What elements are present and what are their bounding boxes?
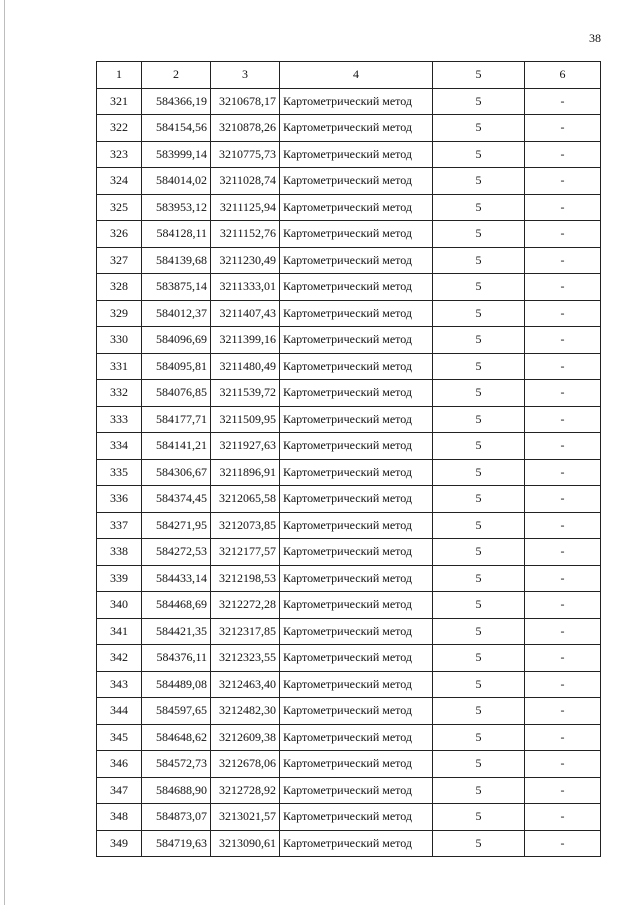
table-row <box>97 247 601 274</box>
point-number-cell: 337 <box>97 512 142 539</box>
x-coordinate-cell: 583953,12 <box>142 194 211 221</box>
x-coordinate-cell: 584572,73 <box>142 751 211 778</box>
method-cell: Картометрический метод <box>280 406 433 433</box>
y-coordinate-cell: 3211125,94 <box>211 194 280 221</box>
point-number-cell: 347 <box>97 777 142 804</box>
point-number-cell: 325 <box>97 194 142 221</box>
x-coordinate-cell: 584433,14 <box>142 565 211 592</box>
method-cell: Картометрический метод <box>280 751 433 778</box>
x-coordinate-cell: 584141,21 <box>142 433 211 460</box>
y-coordinate-cell: 3212678,06 <box>211 751 280 778</box>
y-coordinate-cell: 3211480,49 <box>211 353 280 380</box>
point-number-cell: 321 <box>97 88 142 115</box>
x-coordinate-cell: 584374,45 <box>142 486 211 513</box>
header-cell-4: 4 <box>280 62 433 89</box>
x-coordinate-cell: 584096,69 <box>142 327 211 354</box>
table-row <box>97 115 601 142</box>
point-number-cell: 340 <box>97 592 142 619</box>
table-row <box>97 406 601 433</box>
method-cell: Картометрический метод <box>280 327 433 354</box>
y-coordinate-cell: 3212728,92 <box>211 777 280 804</box>
accuracy-cell: 5 <box>433 804 525 831</box>
table-row <box>97 618 601 645</box>
note-cell: - <box>525 380 601 407</box>
point-number-cell: 344 <box>97 698 142 725</box>
y-coordinate-cell: 3211539,72 <box>211 380 280 407</box>
point-number-cell: 343 <box>97 671 142 698</box>
x-coordinate-cell: 584468,69 <box>142 592 211 619</box>
table-row <box>97 645 601 672</box>
y-coordinate-cell: 3211927,63 <box>211 433 280 460</box>
x-coordinate-cell: 584306,67 <box>142 459 211 486</box>
table-row <box>97 698 601 725</box>
accuracy-cell: 5 <box>433 406 525 433</box>
x-coordinate-cell: 584688,90 <box>142 777 211 804</box>
header-cell-2: 2 <box>142 62 211 89</box>
accuracy-cell: 5 <box>433 724 525 751</box>
note-cell: - <box>525 618 601 645</box>
note-cell: - <box>525 327 601 354</box>
note-cell: - <box>525 751 601 778</box>
table-row <box>97 751 601 778</box>
table-row <box>97 353 601 380</box>
y-coordinate-cell: 3212482,30 <box>211 698 280 725</box>
table-row <box>97 194 601 221</box>
accuracy-cell: 5 <box>433 168 525 195</box>
x-coordinate-cell: 584139,68 <box>142 247 211 274</box>
y-coordinate-cell: 3212317,85 <box>211 618 280 645</box>
note-cell: - <box>525 300 601 327</box>
note-cell: - <box>525 221 601 248</box>
y-coordinate-cell: 3211230,49 <box>211 247 280 274</box>
x-coordinate-cell: 584128,11 <box>142 221 211 248</box>
note-cell: - <box>525 645 601 672</box>
x-coordinate-cell: 584014,02 <box>142 168 211 195</box>
method-cell: Картометрический метод <box>280 380 433 407</box>
method-cell: Картометрический метод <box>280 168 433 195</box>
method-cell: Картометрический метод <box>280 274 433 301</box>
method-cell: Картометрический метод <box>280 433 433 460</box>
table-row <box>97 141 601 168</box>
note-cell: - <box>525 724 601 751</box>
x-coordinate-cell: 584719,63 <box>142 830 211 857</box>
x-coordinate-cell: 584154,56 <box>142 115 211 142</box>
x-coordinate-cell: 584272,53 <box>142 539 211 566</box>
note-cell: - <box>525 168 601 195</box>
accuracy-cell: 5 <box>433 380 525 407</box>
point-number-cell: 342 <box>97 645 142 672</box>
y-coordinate-cell: 3212323,55 <box>211 645 280 672</box>
note-cell: - <box>525 539 601 566</box>
table-row <box>97 592 601 619</box>
method-cell: Картометрический метод <box>280 804 433 831</box>
y-coordinate-cell: 3212272,28 <box>211 592 280 619</box>
note-cell: - <box>525 194 601 221</box>
point-number-cell: 336 <box>97 486 142 513</box>
method-cell: Картометрический метод <box>280 353 433 380</box>
table-row <box>97 327 601 354</box>
table-row <box>97 459 601 486</box>
table-row <box>97 539 601 566</box>
table-row <box>97 777 601 804</box>
method-cell: Картометрический метод <box>280 645 433 672</box>
header-cell-1: 1 <box>97 62 142 89</box>
page-number: 38 <box>589 31 601 45</box>
method-cell: Картометрический метод <box>280 830 433 857</box>
method-cell: Картометрический метод <box>280 671 433 698</box>
method-cell: Картометрический метод <box>280 247 433 274</box>
note-cell: - <box>525 115 601 142</box>
accuracy-cell: 5 <box>433 671 525 698</box>
y-coordinate-cell: 3212073,85 <box>211 512 280 539</box>
method-cell: Картометрический метод <box>280 221 433 248</box>
x-coordinate-cell: 584177,71 <box>142 406 211 433</box>
x-coordinate-cell: 583999,14 <box>142 141 211 168</box>
table-row <box>97 88 601 115</box>
method-cell: Картометрический метод <box>280 698 433 725</box>
accuracy-cell: 5 <box>433 300 525 327</box>
x-coordinate-cell: 584271,95 <box>142 512 211 539</box>
accuracy-cell: 5 <box>433 751 525 778</box>
x-coordinate-cell: 584597,65 <box>142 698 211 725</box>
x-coordinate-cell: 584366,19 <box>142 88 211 115</box>
table-header-row <box>97 62 601 89</box>
y-coordinate-cell: 3210878,26 <box>211 115 280 142</box>
method-cell: Картометрический метод <box>280 777 433 804</box>
y-coordinate-cell: 3210678,17 <box>211 88 280 115</box>
point-number-cell: 334 <box>97 433 142 460</box>
method-cell: Картометрический метод <box>280 194 433 221</box>
method-cell: Картометрический метод <box>280 592 433 619</box>
table-row <box>97 300 601 327</box>
method-cell: Картометрический метод <box>280 300 433 327</box>
accuracy-cell: 5 <box>433 830 525 857</box>
table-row <box>97 512 601 539</box>
point-number-cell: 328 <box>97 274 142 301</box>
method-cell: Картометрический метод <box>280 618 433 645</box>
y-coordinate-cell: 3213090,61 <box>211 830 280 857</box>
note-cell: - <box>525 486 601 513</box>
y-coordinate-cell: 3212177,57 <box>211 539 280 566</box>
table-body <box>97 88 601 857</box>
accuracy-cell: 5 <box>433 698 525 725</box>
accuracy-cell: 5 <box>433 221 525 248</box>
y-coordinate-cell: 3212609,38 <box>211 724 280 751</box>
note-cell: - <box>525 671 601 698</box>
y-coordinate-cell: 3212463,40 <box>211 671 280 698</box>
point-number-cell: 333 <box>97 406 142 433</box>
accuracy-cell: 5 <box>433 459 525 486</box>
x-coordinate-cell: 584012,37 <box>142 300 211 327</box>
note-cell: - <box>525 698 601 725</box>
point-number-cell: 327 <box>97 247 142 274</box>
note-cell: - <box>525 433 601 460</box>
point-number-cell: 329 <box>97 300 142 327</box>
accuracy-cell: 5 <box>433 618 525 645</box>
accuracy-cell: 5 <box>433 645 525 672</box>
note-cell: - <box>525 141 601 168</box>
x-coordinate-cell: 584489,08 <box>142 671 211 698</box>
accuracy-cell: 5 <box>433 327 525 354</box>
point-number-cell: 335 <box>97 459 142 486</box>
x-coordinate-cell: 584648,62 <box>142 724 211 751</box>
point-number-cell: 323 <box>97 141 142 168</box>
coordinates-table <box>96 61 601 857</box>
point-number-cell: 349 <box>97 830 142 857</box>
method-cell: Картометрический метод <box>280 115 433 142</box>
accuracy-cell: 5 <box>433 565 525 592</box>
x-coordinate-cell: 583875,14 <box>142 274 211 301</box>
note-cell: - <box>525 247 601 274</box>
y-coordinate-cell: 3211509,95 <box>211 406 280 433</box>
accuracy-cell: 5 <box>433 777 525 804</box>
point-number-cell: 341 <box>97 618 142 645</box>
y-coordinate-cell: 3211333,01 <box>211 274 280 301</box>
accuracy-cell: 5 <box>433 141 525 168</box>
accuracy-cell: 5 <box>433 433 525 460</box>
accuracy-cell: 5 <box>433 194 525 221</box>
accuracy-cell: 5 <box>433 88 525 115</box>
table-row <box>97 274 601 301</box>
x-coordinate-cell: 584376,11 <box>142 645 211 672</box>
method-cell: Картометрический метод <box>280 539 433 566</box>
table-row <box>97 565 601 592</box>
note-cell: - <box>525 274 601 301</box>
y-coordinate-cell: 3211896,91 <box>211 459 280 486</box>
method-cell: Картометрический метод <box>280 512 433 539</box>
method-cell: Картометрический метод <box>280 565 433 592</box>
table-row <box>97 433 601 460</box>
y-coordinate-cell: 3212198,53 <box>211 565 280 592</box>
method-cell: Картометрический метод <box>280 141 433 168</box>
point-number-cell: 332 <box>97 380 142 407</box>
method-cell: Картометрический метод <box>280 88 433 115</box>
note-cell: - <box>525 88 601 115</box>
y-coordinate-cell: 3211152,76 <box>211 221 280 248</box>
y-coordinate-cell: 3211028,74 <box>211 168 280 195</box>
header-cell-6: 6 <box>525 62 601 89</box>
point-number-cell: 345 <box>97 724 142 751</box>
table-row <box>97 221 601 248</box>
note-cell: - <box>525 565 601 592</box>
point-number-cell: 346 <box>97 751 142 778</box>
note-cell: - <box>525 406 601 433</box>
note-cell: - <box>525 804 601 831</box>
accuracy-cell: 5 <box>433 247 525 274</box>
accuracy-cell: 5 <box>433 274 525 301</box>
note-cell: - <box>525 459 601 486</box>
note-cell: - <box>525 592 601 619</box>
point-number-cell: 348 <box>97 804 142 831</box>
table-row <box>97 724 601 751</box>
note-cell: - <box>525 777 601 804</box>
table-row <box>97 804 601 831</box>
table-row <box>97 486 601 513</box>
note-cell: - <box>525 830 601 857</box>
table-row <box>97 830 601 857</box>
note-cell: - <box>525 353 601 380</box>
method-cell: Картометрический метод <box>280 459 433 486</box>
method-cell: Картометрический метод <box>280 486 433 513</box>
point-number-cell: 331 <box>97 353 142 380</box>
y-coordinate-cell: 3211407,43 <box>211 300 280 327</box>
table-row <box>97 168 601 195</box>
table-row <box>97 380 601 407</box>
accuracy-cell: 5 <box>433 539 525 566</box>
header-cell-3: 3 <box>211 62 280 89</box>
accuracy-cell: 5 <box>433 512 525 539</box>
accuracy-cell: 5 <box>433 115 525 142</box>
y-coordinate-cell: 3211399,16 <box>211 327 280 354</box>
method-cell: Картометрический метод <box>280 724 433 751</box>
x-coordinate-cell: 584873,07 <box>142 804 211 831</box>
y-coordinate-cell: 3212065,58 <box>211 486 280 513</box>
point-number-cell: 339 <box>97 565 142 592</box>
point-number-cell: 326 <box>97 221 142 248</box>
point-number-cell: 324 <box>97 168 142 195</box>
point-number-cell: 322 <box>97 115 142 142</box>
point-number-cell: 330 <box>97 327 142 354</box>
y-coordinate-cell: 3210775,73 <box>211 141 280 168</box>
x-coordinate-cell: 584095,81 <box>142 353 211 380</box>
accuracy-cell: 5 <box>433 592 525 619</box>
x-coordinate-cell: 584076,85 <box>142 380 211 407</box>
note-cell: - <box>525 512 601 539</box>
scan-edge-line <box>4 0 5 905</box>
x-coordinate-cell: 584421,35 <box>142 618 211 645</box>
y-coordinate-cell: 3213021,57 <box>211 804 280 831</box>
accuracy-cell: 5 <box>433 353 525 380</box>
point-number-cell: 338 <box>97 539 142 566</box>
header-cell-5: 5 <box>433 62 525 89</box>
table-row <box>97 671 601 698</box>
accuracy-cell: 5 <box>433 486 525 513</box>
